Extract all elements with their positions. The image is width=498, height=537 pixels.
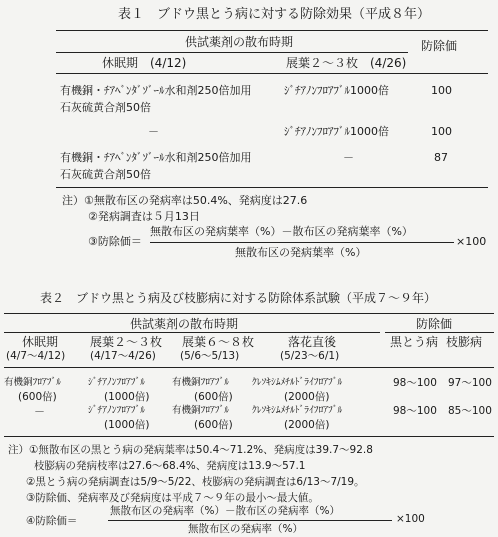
table2-fraction-multiplier: ×100 bbox=[396, 513, 425, 525]
table2-fraction-denominator: 無散布区の発病率（%） bbox=[188, 523, 303, 535]
table2-index-black-rot: 黒とう病 bbox=[390, 335, 439, 349]
table2-row2-c2: ｼﾞﾁｱﾉﾝﾌﾛｱﾌﾞﾙ bbox=[88, 405, 146, 416]
table2-row2-c2b: (1000倍) bbox=[104, 419, 150, 431]
table2-row2-c4b: (2000倍) bbox=[284, 419, 330, 431]
table2-col4-name: 落花直後 bbox=[288, 335, 337, 349]
table2-row1-c4b: (2000倍) bbox=[284, 391, 330, 403]
table1-header-index: 防除価 bbox=[421, 39, 458, 53]
table2-col3-period: (5/6～5/13) bbox=[180, 350, 240, 362]
table2-row1-c1: 有機銅ﾌﾛｱﾌﾞﾙ bbox=[4, 377, 62, 388]
table1-note3-label: ③防除価＝ bbox=[88, 235, 142, 248]
table1-group-rule bbox=[56, 52, 408, 53]
table2-col1-name: 休眠期 bbox=[22, 335, 59, 349]
table2-row1-c4: ｸﾚｿｷｼﾑﾒﾁﾙﾄﾞﾗｲﾌﾛｱﾌﾞﾙ bbox=[252, 377, 343, 388]
table2-top-rule bbox=[4, 313, 494, 314]
table2-fraction-numerator: 無散布区の発病率（%）－散布区の発病率（%） bbox=[110, 505, 340, 517]
table1-row1-index: 100 bbox=[431, 84, 452, 97]
table2-col1-period: (4/7～4/12) bbox=[6, 350, 66, 362]
table1-header-dormant: 休眠期 (4/12) bbox=[102, 56, 187, 70]
table2-header-rule bbox=[4, 367, 494, 368]
table1-note2: ②発病調査は５月13日 bbox=[88, 210, 200, 223]
table2-col4-period: (5/23～6/1) bbox=[280, 350, 340, 362]
table2-row1-c3b: (600倍) bbox=[194, 391, 233, 403]
table2-fraction-line bbox=[108, 520, 392, 521]
table2-row2-v2: 85～100 bbox=[448, 405, 492, 417]
table1-fraction-denominator: 無散布区の発病葉率（%） bbox=[235, 246, 367, 259]
table2-row1-c3: 有機銅ﾌﾛｱﾌﾞﾙ bbox=[172, 377, 230, 388]
table2-note3: ③防除価、発病率及び発病度は平成７～９年の最小～最大値。 bbox=[26, 492, 319, 504]
table2-title: 表２ ブドウ黒とう病及び枝膨病に対する防除体系試験（平成７～９年） bbox=[40, 291, 437, 305]
table2-note1b: 枝膨病の発病枝率は27.6～68.4%、発病度は13.9～57.1 bbox=[34, 460, 306, 472]
table2-row2-c1: － bbox=[34, 405, 45, 418]
table2-bottom-rule bbox=[4, 436, 494, 437]
table1-header-rule bbox=[56, 73, 488, 74]
table2-col2-name: 展葉２～３枚 bbox=[90, 335, 163, 349]
table1-top-rule bbox=[56, 30, 488, 31]
table2-header-index: 防除価 bbox=[416, 317, 453, 331]
table2-index-rule bbox=[385, 332, 494, 333]
table1-bottom-rule bbox=[56, 187, 488, 188]
table1-row2-index: 100 bbox=[431, 125, 452, 138]
table2-note2: ②黒とう病の発病調査は5/9～5/22、枝膨病の発病調査は6/13～7/19。 bbox=[26, 476, 365, 488]
table2-row2-c3b: (600倍) bbox=[194, 419, 233, 431]
table2-row1-c2: ｼﾞﾁｱﾉﾝﾌﾛｱﾌﾞﾙ bbox=[88, 377, 146, 388]
table2-row2-c3: 有機銅ﾌﾛｱﾌﾞﾙ bbox=[172, 405, 230, 416]
table1-row3-dormant-line1: 有機銅・ﾁｱﾍﾞﾝﾀﾞｿﾞｰﾙ水和剤250倍加用 bbox=[60, 151, 252, 164]
table1-fraction-line bbox=[150, 242, 454, 243]
table1-row2-dormant: － bbox=[148, 125, 159, 138]
table1-title: 表１ ブドウ黒とう病に対する防除効果（平成８年） bbox=[118, 7, 431, 22]
table1-header-leaf: 展葉２～３枚 (4/26) bbox=[286, 56, 407, 70]
table2-row2-v1: 98～100 bbox=[393, 405, 437, 417]
table2-header-group: 供試薬剤の散布時期 bbox=[130, 317, 239, 331]
table2-note4-label: ④防除価＝ bbox=[26, 515, 78, 527]
table1-fraction-numerator: 無散布区の発病葉率（%）－散布区の発病葉率（%） bbox=[150, 225, 413, 238]
table1-row2-leaf: ｼﾞﾁｱﾉﾝﾌﾛｱﾌﾞﾙ1000倍 bbox=[284, 125, 389, 138]
table1-row1-dormant-line1: 有機銅・ﾁｱﾍﾞﾝﾀﾞｿﾞｰﾙ水和剤250倍加用 bbox=[60, 84, 252, 97]
table2-group-rule bbox=[4, 332, 380, 333]
table2-note1a: 注）①無散布区の黒とう病の発病葉率は50.4～71.2%、発病度は39.7～92.8 bbox=[8, 444, 373, 456]
table2-row1-c2b: (1000倍) bbox=[104, 391, 150, 403]
table1-row3-dormant-line2: 石灰硫黄合剤50倍 bbox=[60, 168, 151, 181]
table1-note1: 注）①無散布区の発病率は50.4%、発病度は27.6 bbox=[62, 194, 308, 207]
table1-fraction-multiplier: ×100 bbox=[456, 235, 487, 248]
table1-header-group: 供試薬剤の散布時期 bbox=[185, 35, 294, 49]
table2-index-branch: 枝膨病 bbox=[446, 335, 483, 349]
table2-row2-c4: ｸﾚｿｷｼﾑﾒﾁﾙﾄﾞﾗｲﾌﾛｱﾌﾞﾙ bbox=[252, 405, 343, 416]
table1-row3-index: 87 bbox=[434, 151, 448, 164]
table2-col3-name: 展葉６～８枚 bbox=[182, 335, 255, 349]
table1-row1-dormant-line2: 石灰硫黄合剤50倍 bbox=[60, 101, 151, 114]
table2-row1-v2: 97～100 bbox=[448, 377, 492, 389]
table1-row1-leaf: ｼﾞﾁｱﾉﾝﾌﾛｱﾌﾞﾙ1000倍 bbox=[284, 84, 389, 97]
table1-row3-leaf: － bbox=[343, 151, 354, 164]
table2-row1-v1: 98～100 bbox=[393, 377, 437, 389]
table2-col2-period: (4/17～4/26) bbox=[90, 350, 156, 362]
table2-row1-c1b: (600倍) bbox=[18, 391, 57, 403]
